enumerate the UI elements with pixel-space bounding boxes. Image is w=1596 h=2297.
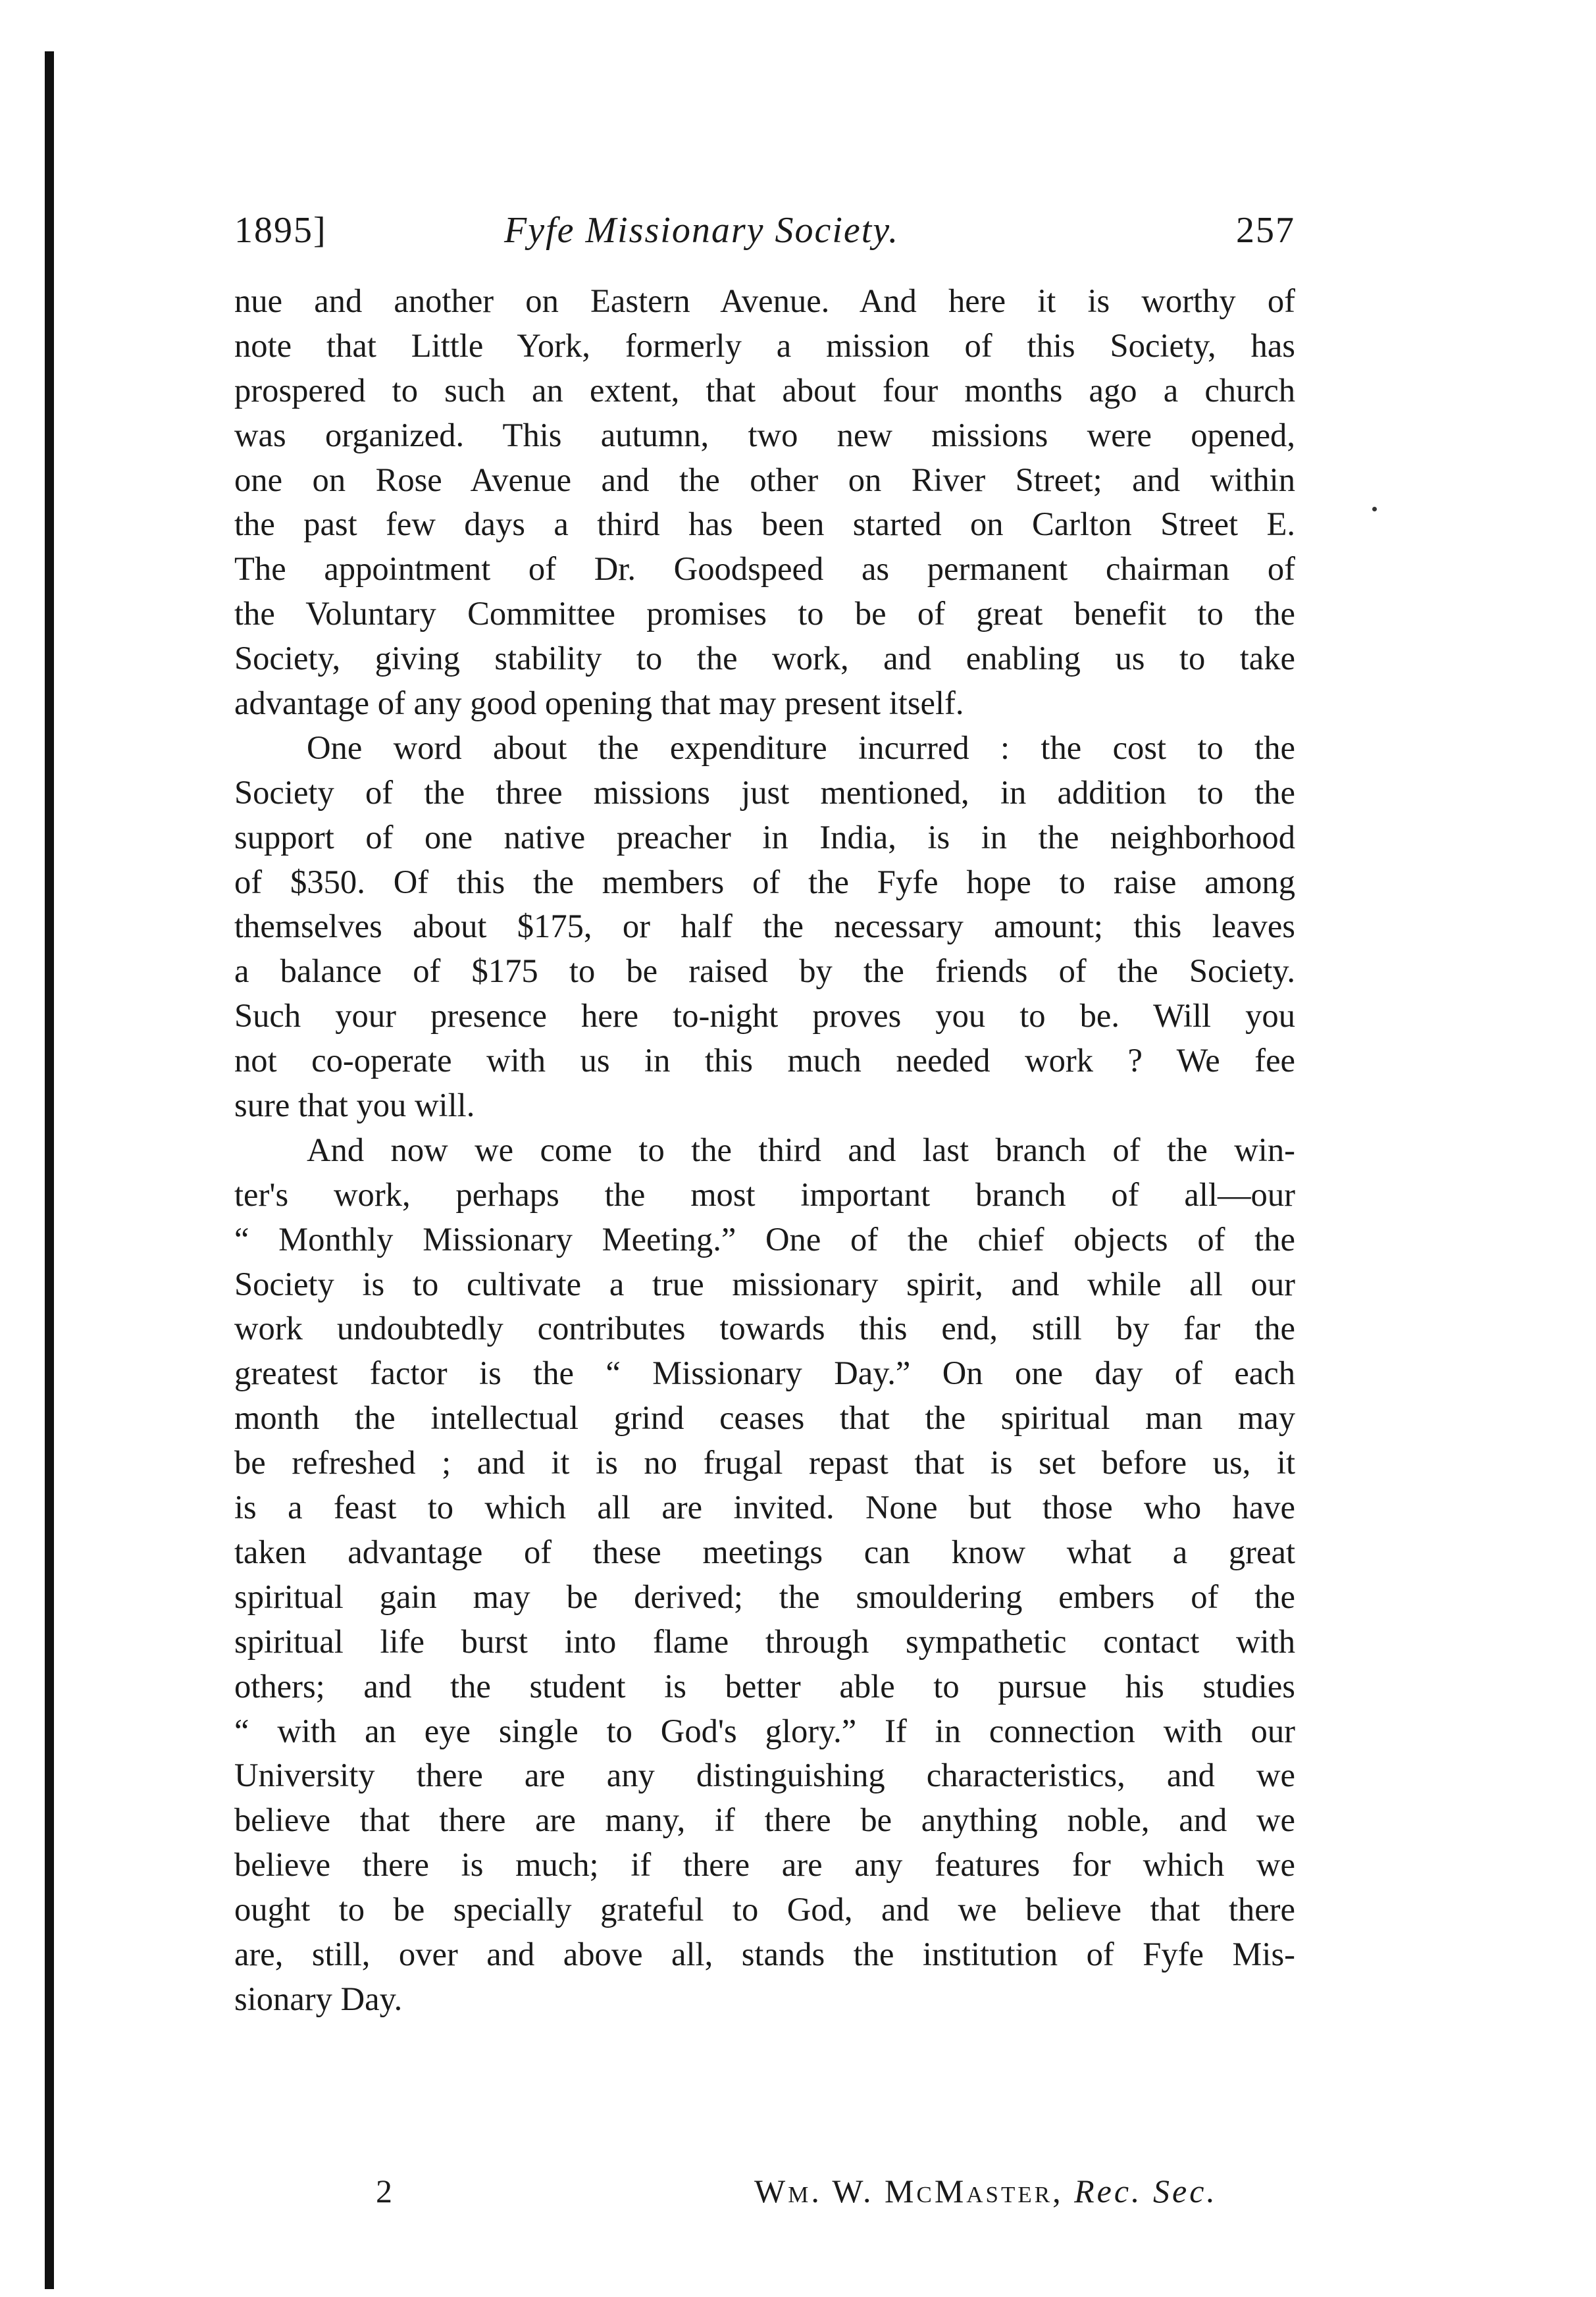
text-line: prospered to such an extent, that about four months ago a church [234, 371, 1295, 409]
text-line: And now we come to the third and last branch of the win- [307, 1131, 1295, 1168]
text-line: themselves about $175, or half the necessary amount; this leaves [234, 908, 1295, 945]
text-line: Society, giving stability to the work, and enabling us to take [234, 640, 1295, 677]
text-line: University there are any distinguishing characteristics, and we [234, 1757, 1295, 1794]
text-line: believe that there are many, if there be anything noble, and we [234, 1801, 1295, 1839]
running-title: Fyfe Missionary Society. [504, 210, 900, 251]
text-line: the Voluntary Committee promises to be of great benefit to the [234, 595, 1295, 632]
text-line: spiritual gain may be derived; the smouldering embers of the [234, 1578, 1295, 1615]
page-header [234, 209, 1295, 262]
text-line: One word about the expenditure incurred : the cost to the [307, 729, 1295, 766]
text-line: Society of the three missions just mentioned, in addition to the [234, 773, 1295, 811]
text-line: taken advantage of these meetings can know what a great [234, 1533, 1295, 1570]
text-line: “ Monthly Missionary Meeting.” One of the chief objects of the [234, 1220, 1295, 1258]
text-line: is a feast to which all are invited. None but those who have [234, 1489, 1295, 1526]
text-line: ought to be specially grateful to God, and we believe that there [234, 1891, 1295, 1928]
text-line: ter's work, perhaps the most important branch of all—our [234, 1175, 1295, 1213]
signature [754, 2172, 1218, 2210]
text-line: support of one native preacher in India, is in the neighborhood [234, 818, 1295, 856]
text-line: sure that you will. [234, 1087, 475, 1124]
text-line: spiritual life burst into flame through sympathetic contact with [234, 1622, 1295, 1660]
text-line: not co-operate with us in this much needed work ? We fee [234, 1042, 1295, 1079]
text-line: a balance of $175 to be raised by the friends of the Society. [234, 952, 1295, 990]
stray-mark [1372, 507, 1377, 511]
text-line: be refreshed ; and it is no frugal repast that is set before us, it [234, 1444, 1295, 1482]
text-line: others; and the student is better able to pursue his studies [234, 1667, 1295, 1705]
signature-name: Wm. W. McMaster, [754, 2173, 1064, 2209]
text-line: nue and another on Eastern Avenue. And here it is worthy of [234, 282, 1295, 319]
text-line: advantage of any good opening that may present itself. [234, 684, 964, 722]
text-line: was organized. This autumn, two new missions were opened, [234, 416, 1295, 453]
text-line: of $350. Of this the members of the Fyfe hope to raise among [234, 863, 1295, 900]
text-line: The appointment of Dr. Goodspeed as permanent chairman of [234, 550, 1295, 588]
header-year: 1895] [234, 210, 327, 251]
text-line: are, still, over and above all, stands the institution of Fyfe Mis- [234, 1935, 1295, 1973]
page-number: 257 [1236, 210, 1295, 251]
text-line: one on Rose Avenue and the other on River Street; and within [234, 461, 1295, 498]
text-line: month the intellectual grind ceases that the spiritual man may [234, 1399, 1295, 1437]
margin-rule [45, 51, 54, 2289]
text-line: “ with an eye single to God's glory.” If in connection with our [234, 1712, 1295, 1749]
signature-mark: 2 [376, 2173, 392, 2209]
text-line: the past few days a third has been started on Carlton Street E. [234, 505, 1295, 543]
text-line: Society is to cultivate a true missionary spirit, and while all our [234, 1265, 1295, 1303]
text-line: believe there is much; if there are any features for which we [234, 1846, 1295, 1884]
text-line: greatest factor is the “ Missionary Day.” On one day of each [234, 1355, 1295, 1392]
page-footer [234, 2172, 1295, 2225]
body-text [234, 279, 1295, 2022]
text-line: sionary Day. [234, 1980, 403, 2017]
signature-role: Rec. Sec. [1074, 2173, 1218, 2209]
text-line: note that Little York, formerly a mission of this Society, has [234, 326, 1295, 364]
text-line: Such your presence here to-night proves you to be. Will you [234, 997, 1295, 1035]
text-line: work undoubtedly contributes towards this end, still by far the [234, 1310, 1295, 1347]
